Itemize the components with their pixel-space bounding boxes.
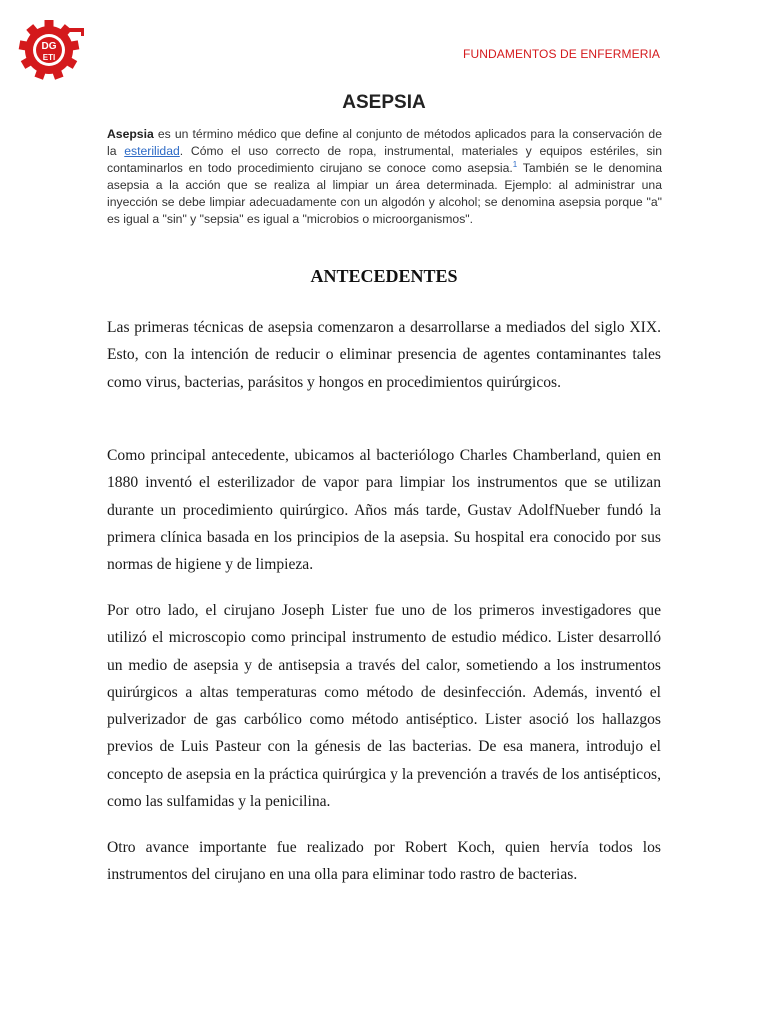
header-title: FUNDAMENTOS DE ENFERMERIA [463, 47, 660, 61]
section-title: ANTECEDENTES [310, 266, 458, 286]
paragraph: Las primeras técnicas de asepsia comenzaron a desarrollarse a mediados del siglo XIX. Esto, con la intención de reducir o eliminar presencia de agentes contaminantes tales como virus, bacterias, parásitos y hongos en procedimientos quirúrgicos. [107, 319, 661, 391]
document-title: ASEPSIA [342, 92, 426, 113]
paragraph: Como principal antecedente, ubicamos al bacteriólogo Charles Chamberland, quien en 1880 inventó el esterilizador de vapor para limpiar los instrumentos que se utilizan durante un procedimiento quirúrgico. Años más tarde, Gustav AdolfNueber fundó la primera clínica basada en los principios de la asepsia. Su hospital era conocido por sus normas de higiene y de limpieza. [107, 447, 661, 574]
logo-text-bottom: ETI [42, 53, 56, 62]
intro-text-2: . Cómo el uso correcto de ropa, instrumental, materiales y equipos estériles, sin contaminarlos en todo procedimiento cirujano se conoce como asepsia. [107, 144, 662, 176]
dgeti-logo [18, 12, 84, 90]
intro-text-1: es un término médico que define al conjunto de métodos aplicados para la conservación de la [107, 127, 662, 159]
esterilidad-link[interactable]: esterilidad [124, 144, 180, 159]
intro-term: Asepsia [107, 127, 154, 141]
intro-paragraph [107, 126, 662, 229]
logo-text-top: DG [41, 41, 57, 52]
paragraph: Por otro lado, el cirujano Joseph Lister fue uno de los primeros investigadores que utilizó el microscopio como principal instrumento de estudio médico. Lister desarrolló un medio de asepsia y de antisepsia a través del calor, sometiendo a los instrumentos quirúrgicos a altas temperaturas como método de desinfección. Además, inventó el pulverizador de gas carbólico como método antiséptico. Lister asoció los hallazgos previos de Luis Pasteur con la génesis de las bacterias. De esa manera, introdujo el concepto de asepsia en la práctica quirúrgica y la prevención a través de los antisépticos, como las sulfamidas y la penicilina. [107, 602, 661, 811]
intro-text-3: También se le denomina asepsia a la acción que se realiza al limpiar un área determinada. Ejemplo: al administrar una inyección se debe limpiar adecuadamente con un algodón y alcohol; se denomina asepsia porque "a" es igual a "sin" y "sepsia" es igual a "microbios o microorganismos". [107, 161, 662, 227]
paragraph: Otro avance importante fue realizado por Robert Koch, quien hervía todos los instrumentos del cirujano en una olla para eliminar todo rastro de bacterias. [107, 839, 661, 884]
footnote-ref[interactable]: 1 [512, 160, 518, 170]
